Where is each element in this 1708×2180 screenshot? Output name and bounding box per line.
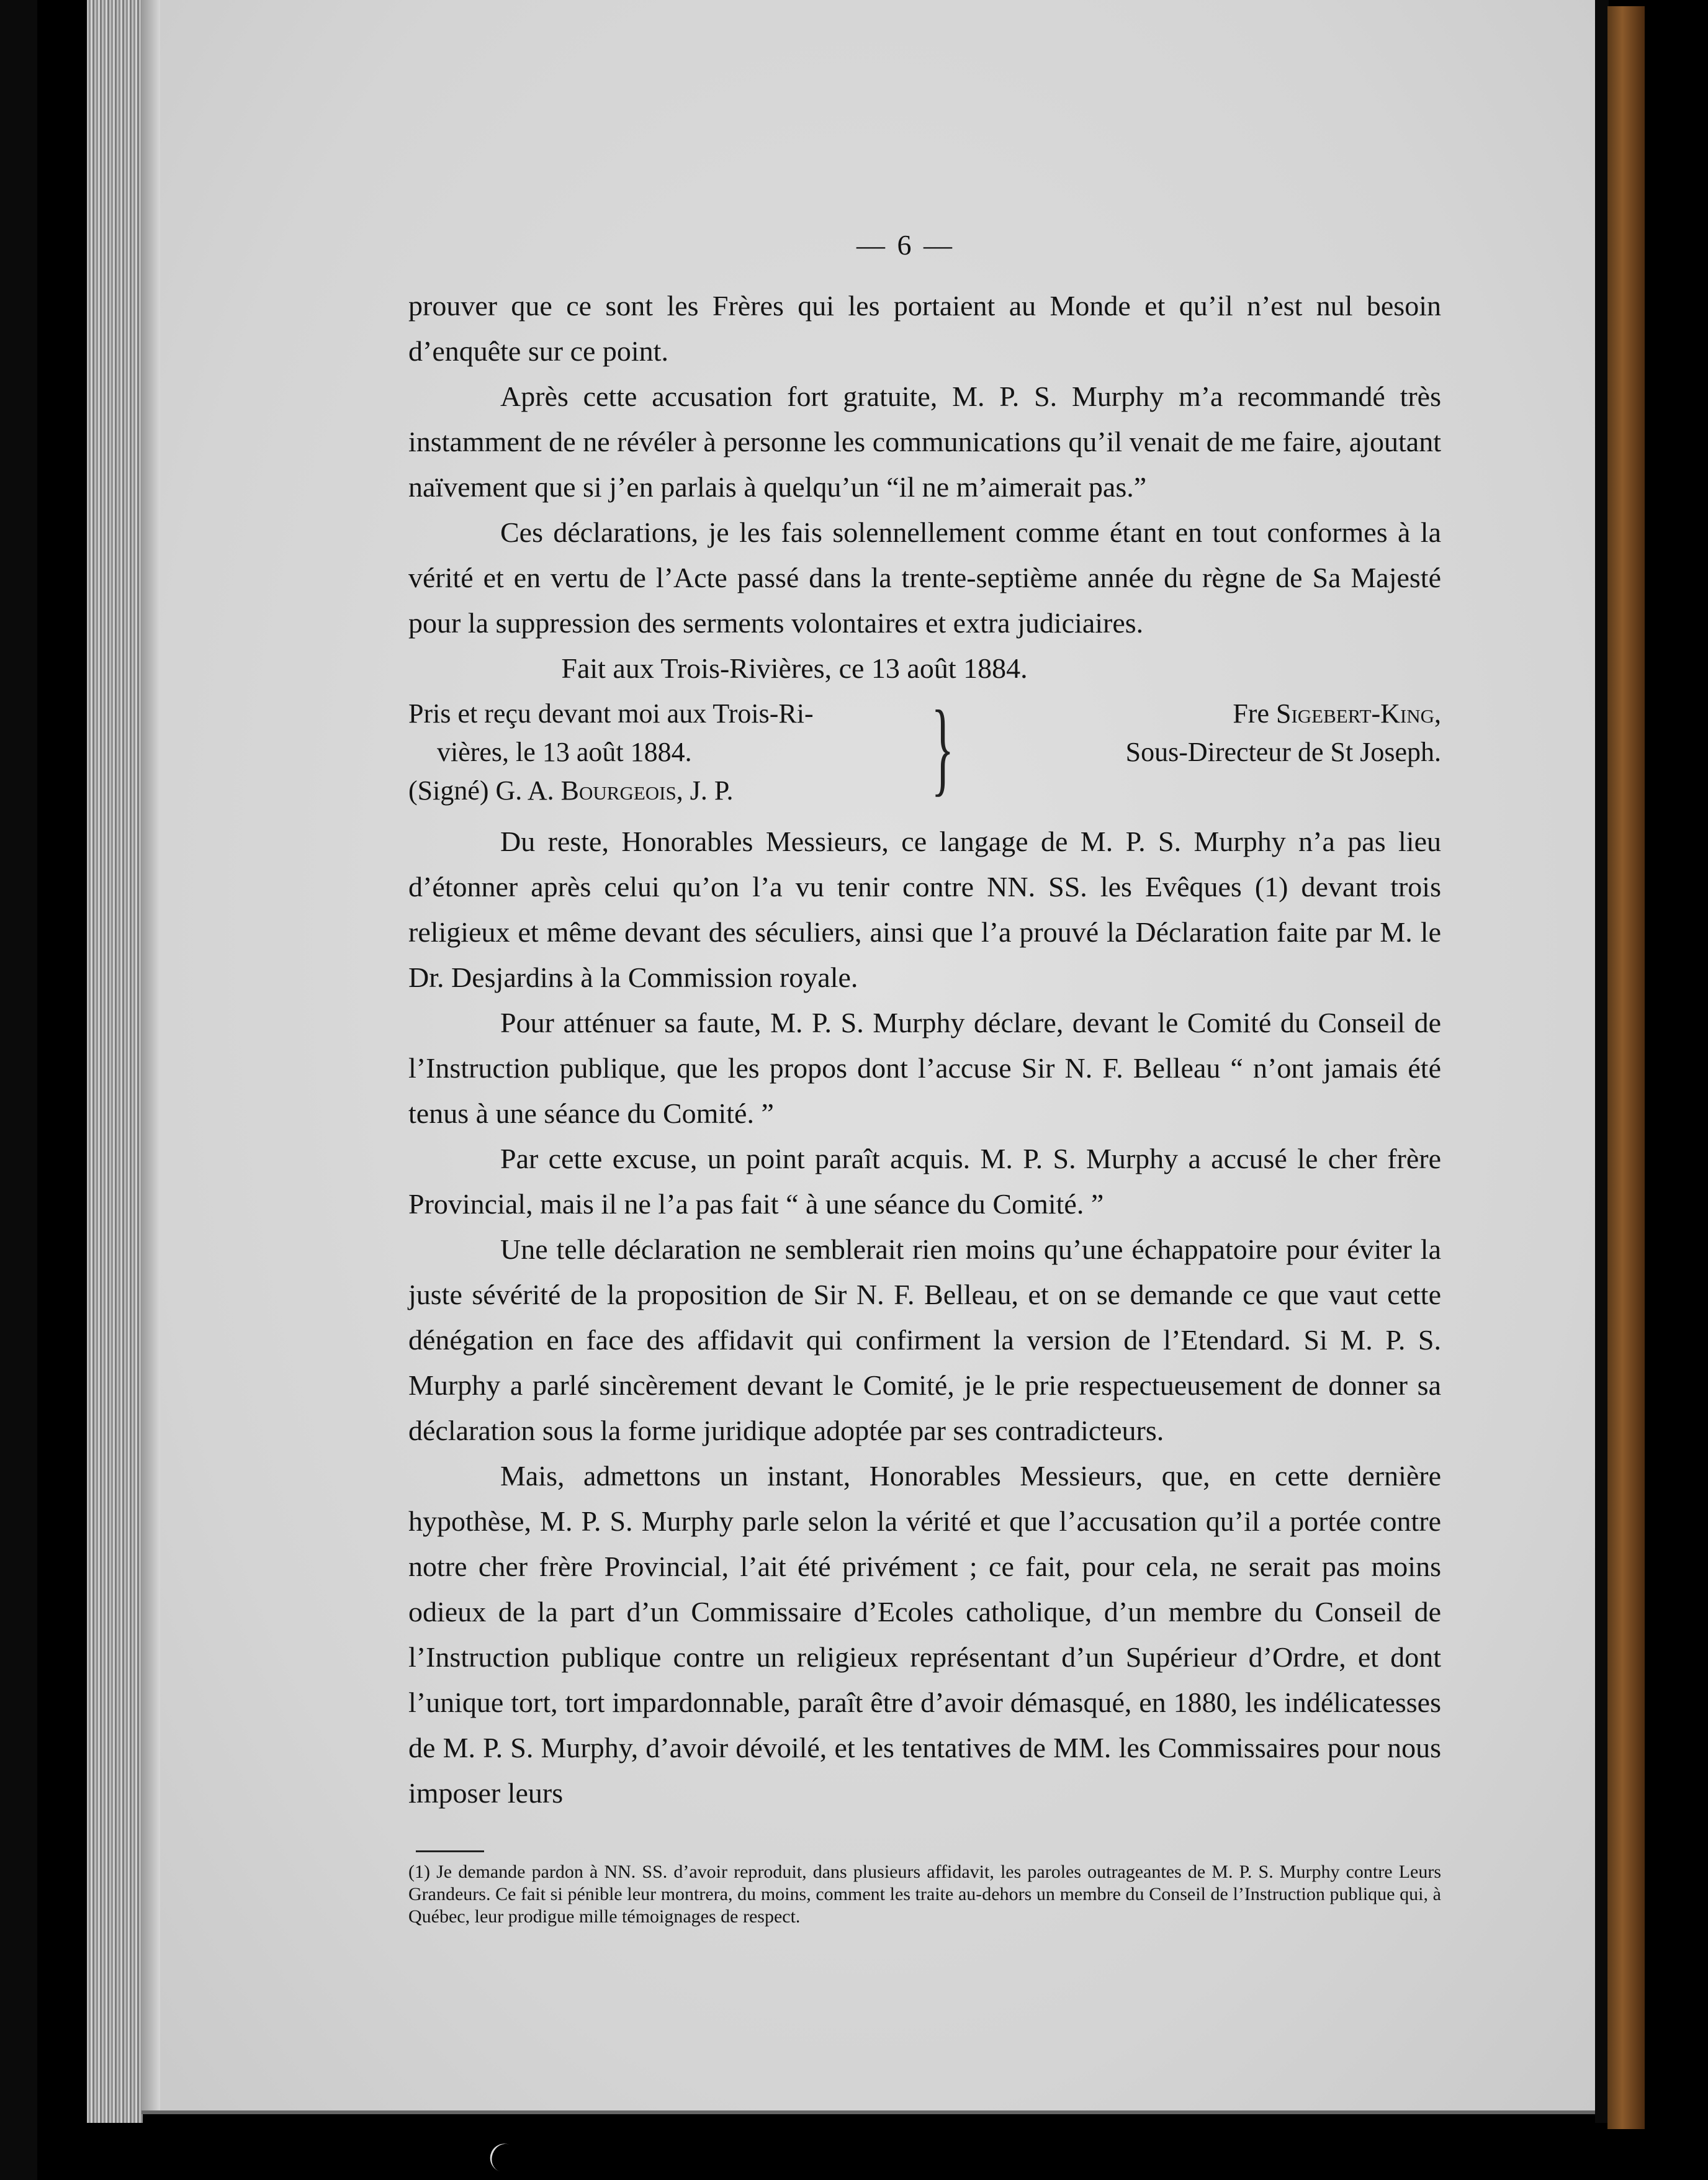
paragraph: Ces déclarations, je les fais solennellement comme étant en tout conformes à la vérité et en vertu de l’Acte passé dans la trente-septième année du règne de Sa Majesté pour la suppression des serments volontaires et extra judiciaires. — [408, 516, 1441, 639]
book-spine — [1607, 6, 1645, 2129]
footnote-rule — [416, 1850, 484, 1852]
attestation-signer-title: , J. P. — [676, 775, 734, 806]
scan-left-margin — [0, 0, 37, 2180]
paragraph: Mais, admettons un instant, Honorables Messieurs, que, en cette dernière hypothèse, M. P. S. Murphy parle selon la vérité et que l’accusation qu’il a portée contre notre cher frère Provincial, l’ait été privément ; ce fait, pour cela, ne serait pas moins odieux de la part d’un Commissaire d’Ecoles catholique, d’un membre du Conseil de l’Instruction publique contre un religieux représentant d’un Supérieur d’Ordre, et dont l’unique tort, tort impardonnable, paraît être d’avoir démasqué, en 1880, les indélicatesses de M. P. S. Murphy, d’avoir dévoilé, et les tentatives de MM. les Commissaires pour nous imposer leurs — [408, 1460, 1441, 1809]
page-stack-edges — [87, 0, 143, 2123]
page-fold-shadow — [142, 0, 160, 2110]
brace-symbol: } — [931, 689, 955, 806]
attestation-signed-prefix: (Signé) G. A. — [408, 775, 561, 806]
signatory-surname: Sigebert-King — [1275, 698, 1434, 729]
signature-block — [408, 689, 1441, 819]
page-edge-shadow — [1595, 0, 1609, 2123]
attestation-signature — [408, 772, 930, 810]
footnote: (1) Je demande pardon à NN. SS. d’avoir reproduit, dans plusieurs affidavit, les paroles outrageantes de M. P. S. Murphy contre Leurs Grandeurs. Ce fait si pénible leur montrera, du moins, comment les traite au-dehors un membre du Conseil de l’Instruction publique qui, à Québec, leur prodigue mille témoignages de respect. — [408, 1862, 1441, 1927]
attestation — [408, 695, 930, 810]
signatory — [1126, 695, 1441, 772]
signatory-prefix: Fre — [1233, 698, 1276, 729]
page-number: — 6 — — [856, 229, 955, 261]
attestation-line: vières, le 13 août 1884. — [437, 737, 692, 767]
paragraph: Du reste, Honorables Messieurs, ce langage de M. P. S. Murphy n’a pas lieu d’étonner après celui qu’on l’a vu tenir contre NN. SS. les Evêques (1) devant trois religieux et même devant des séculiers, ainsi que l’a prouvé la Déclaration faite par M. le Dr. Desjardins à la Commission royale. — [408, 826, 1441, 993]
paragraph: Par cette excuse, un point paraît acquis. M. P. S. Murphy a accusé le cher frère Provincial, mais il ne l’a pas fait “ à une séance du Comité. ” — [408, 1143, 1441, 1220]
signatory-comma: , — [1434, 698, 1441, 729]
attestation-signer-name: Bourgeois — [560, 775, 676, 806]
page-content — [408, 223, 1441, 1928]
signatory-name — [1126, 695, 1441, 733]
signature-date: Fait aux Trois-Rivières, ce 13 août 1884. — [561, 652, 1028, 684]
paragraph: Après cette accusation fort gratuite, M. P. S. Murphy m’a recommandé très instamment de ne révéler à personne les communications qu’il venait de me faire, ajoutant naïvement que si j’en parlais à quelqu’un “il ne m’aimerait pas.” — [408, 381, 1441, 503]
paragraph: Pour atténuer sa faute, M. P. S. Murphy déclare, devant le Comité du Conseil de l’Instruction publique, que les propos dont l’accuse Sir N. F. Belleau “ n’ont jamais été tenus à une séance du Comité. ” — [408, 1007, 1441, 1129]
signatory-title: Sous-Directeur de St Joseph. — [1125, 737, 1441, 767]
paragraph-continued: prouver que ce sont les Frères qui les portaient au Monde et qu’il n’est nul besoin d’enquête sur ce point. — [408, 290, 1441, 367]
paragraph: Une telle déclaration ne semblerait rien moins qu’une échappatoire pour éviter la juste sévérité de la proposition de Sir N. F. Belleau, et on se demande ce que vaut cette dénégation en face des affidavit qui confirment la version de l’Etendard. Si M. P. S. Murphy a parlé sincèrement devant le Comité, je le prie respectueusement de donner sa déclaration sous la forme juridique adoptée par ses contradicteurs. — [408, 1233, 1441, 1446]
attestation-line: Pris et reçu devant moi aux Trois-Ri- — [408, 698, 814, 729]
